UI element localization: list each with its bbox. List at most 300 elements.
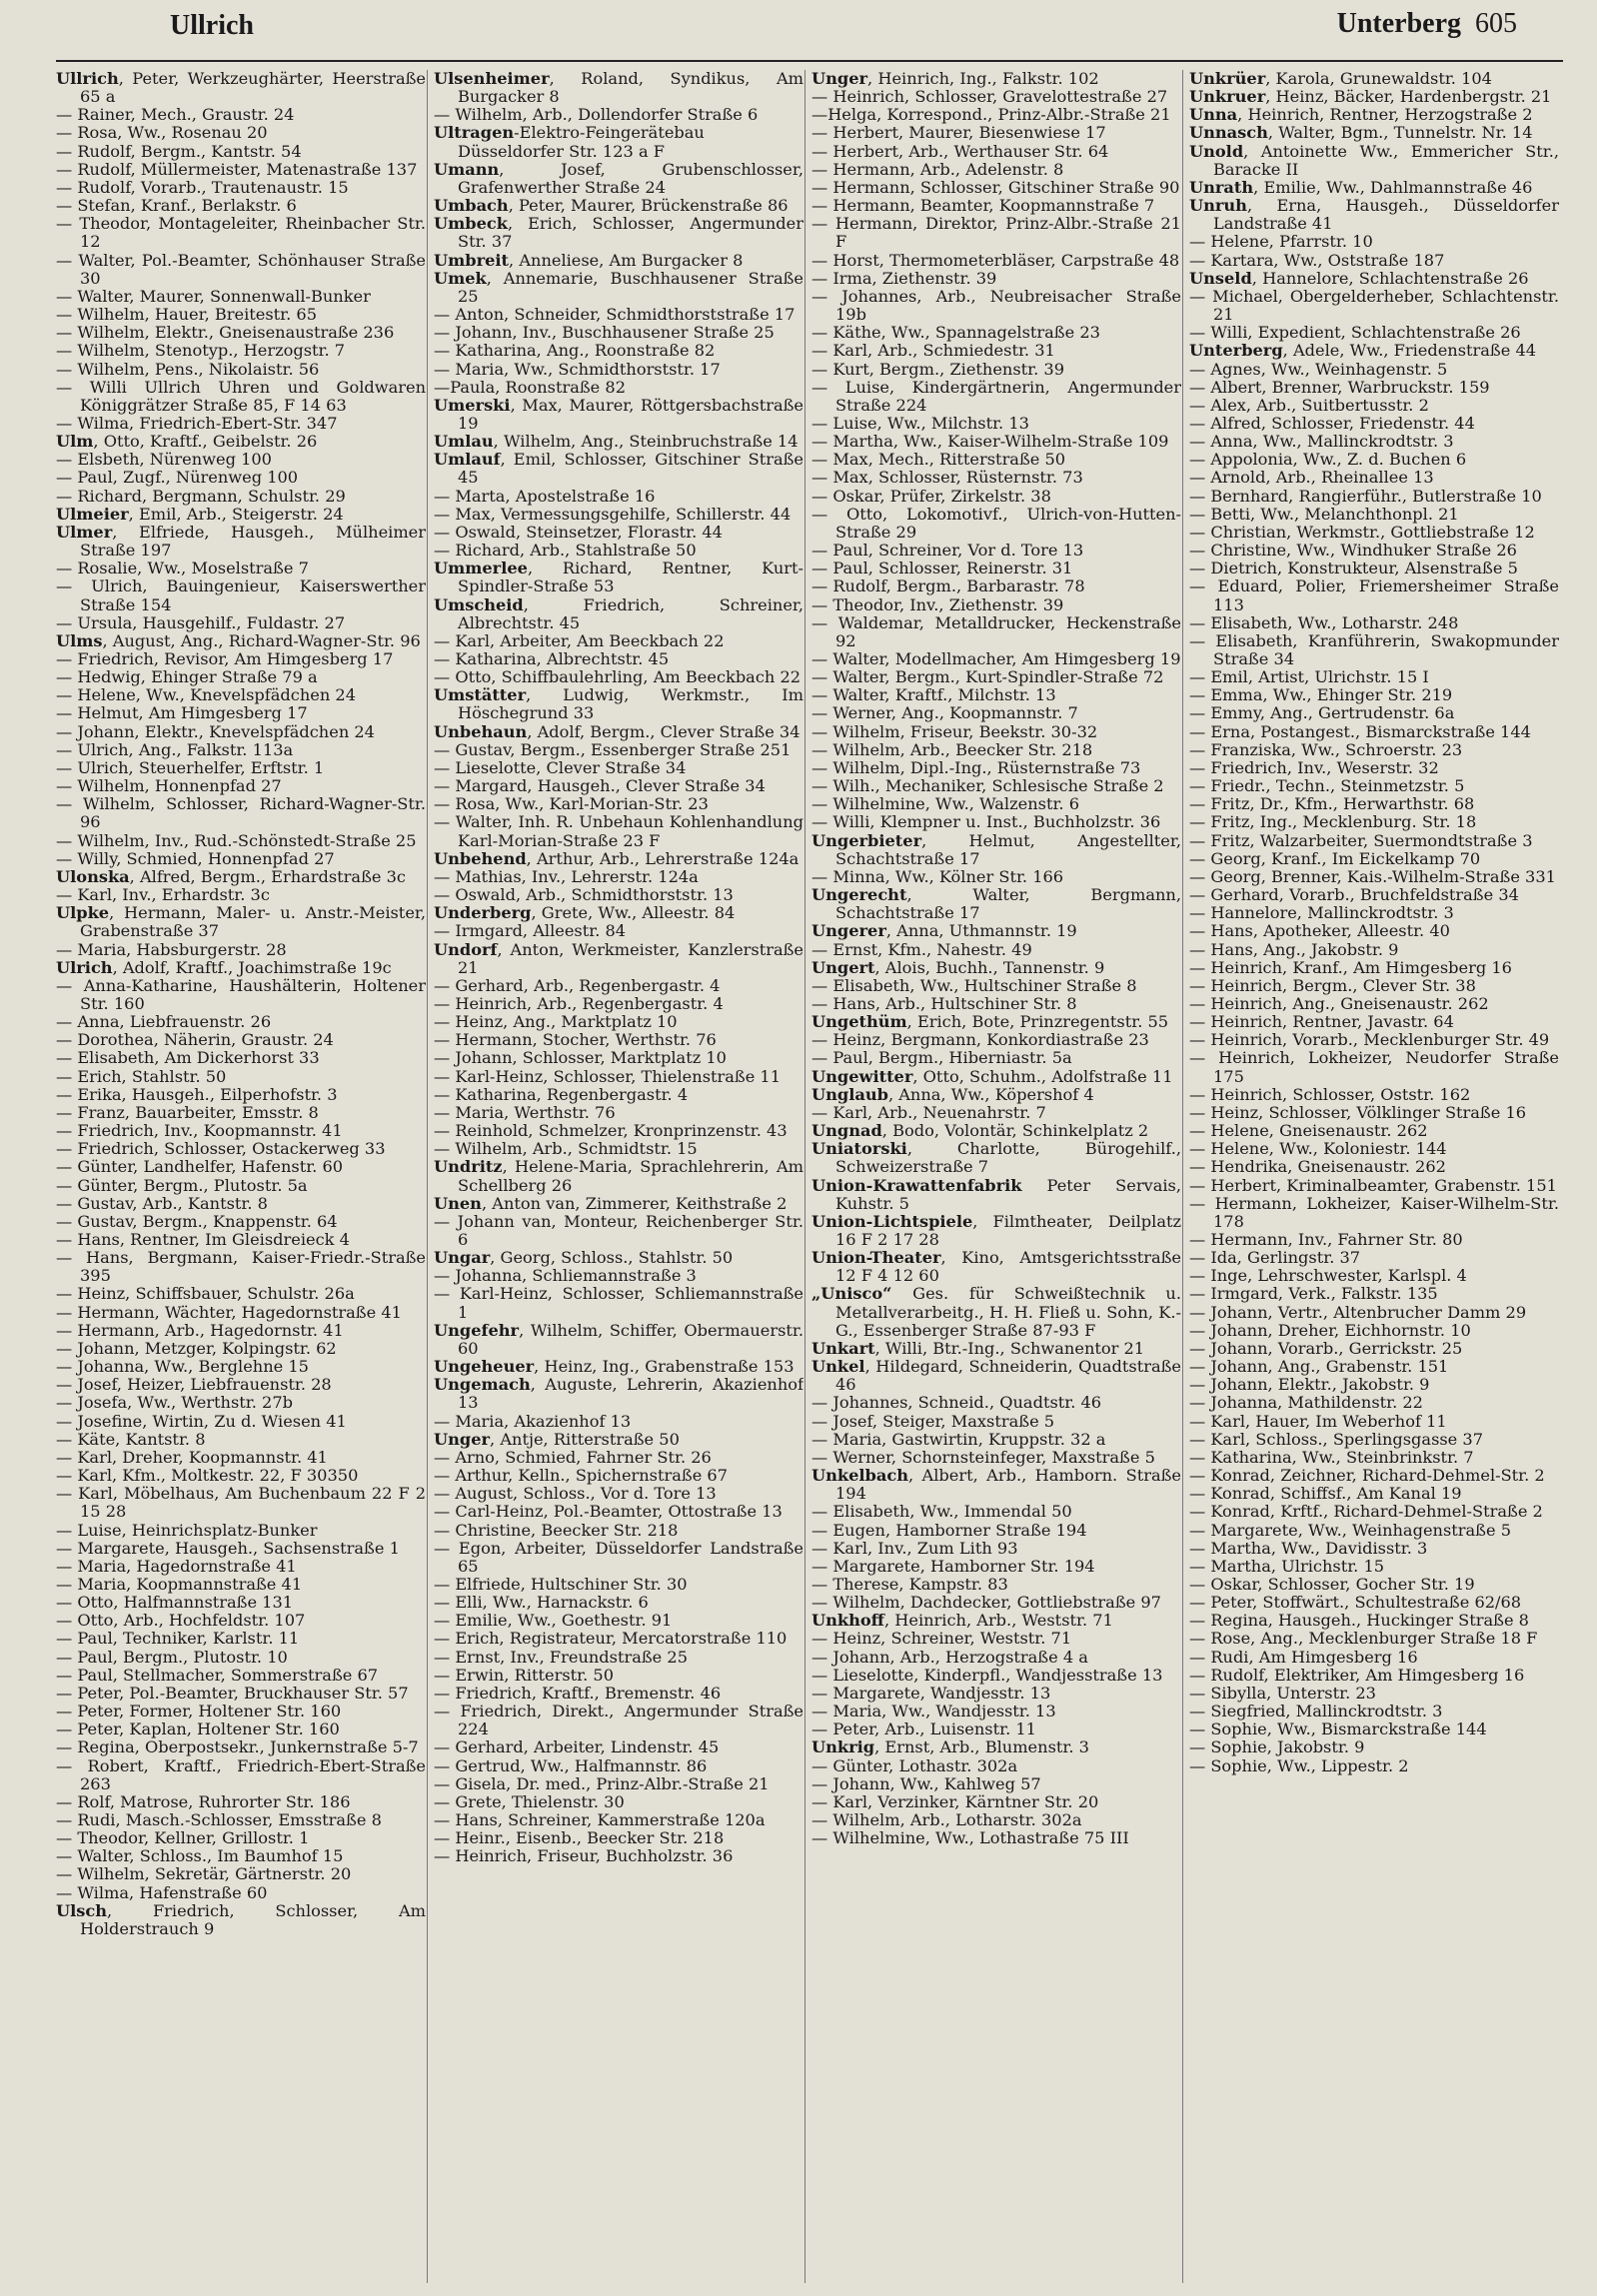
directory-entry: — Wilhelm, Dipl.-Ing., Rüsternstraße 73 [811, 757, 1141, 777]
directory-entry: — Johannes, Arb., Neubreisacher Straße 19b [811, 286, 1181, 325]
directory-entry: — Katharina, Regenbergastr. 4 [434, 1084, 689, 1104]
header-last-name: Unterberg [1336, 8, 1461, 39]
directory-entry: Ulmer, Elfriede, Hausgeh., Mülheimer Straße 197 [56, 522, 426, 561]
directory-entry: Ungerer, Anna, Uthmannstr. 19 [811, 921, 1077, 941]
directory-entry: — Johanna, Ww., Berglehne 15 [56, 1357, 309, 1377]
directory-entry: — Paul, Stellmacher, Sommerstraße 67 [56, 1665, 379, 1685]
directory-entry: — Hermann, Direktor, Prinz-Albr.-Straße 21 F [811, 214, 1181, 252]
directory-entry: — Max, Schlosser, Rüsternstr. 73 [811, 468, 1083, 488]
directory-entry: — Fritz, Ing., Mecklenburg. Str. 18 [1189, 812, 1477, 832]
directory-entry: — Heinr., Eisenb., Beecker Str. 218 [434, 1828, 725, 1848]
directory-entry: — Johann, Inv., Buschhausener Straße 25 [434, 323, 775, 343]
directory-entry: — Gerhard, Vorarb., Bruchfeldstraße 34 [1189, 885, 1519, 905]
directory-entry: Ulmeier, Emil, Arb., Steigerstr. 24 [56, 504, 344, 524]
directory-entry: — Paul, Schlosser, Reinerstr. 31 [811, 559, 1073, 578]
directory-entry: — Walter, Bergm., Kurt-Spindler-Straße 72 [811, 667, 1164, 687]
column-4 [1189, 70, 1559, 2283]
directory-entry: — Maria, Akazienhof 13 [434, 1411, 632, 1431]
directory-entry: — Heinz, Schiffsbauer, Schulstr. 26a [56, 1284, 355, 1304]
directory-entry: Ungert, Alois, Buchh., Tannenstr. 9 [811, 957, 1105, 977]
directory-entry: — Hendrika, Gneisenaustr. 262 [1189, 1157, 1446, 1177]
directory-entry: — Ulrich, Ang., Falkstr. 113a [56, 739, 294, 759]
directory-entry: — Stefan, Kranf., Berlakstr. 6 [56, 196, 297, 216]
directory-entry: — Johann, Elektr., Knevelspfädchen 24 [56, 721, 375, 741]
directory-entry: — Helene, Ww., Knevelspfädchen 24 [56, 685, 357, 705]
directory-entry: —Helga, Korrespond., Prinz-Albr.-Straße 21 [811, 105, 1171, 125]
directory-entry: — Erwin, Ritterstr. 50 [434, 1665, 614, 1685]
directory-entry: — Josefine, Wirtin, Zu d. Wiesen 41 [56, 1411, 347, 1431]
directory-entry: —Paula, Roonstraße 82 [434, 377, 626, 397]
directory-entry: — Irmgard, Alleestr. 84 [434, 921, 627, 941]
column-2 [434, 70, 803, 2283]
directory-entry: Unbehaun, Adolf, Bergm., Clever Straße 34 [434, 721, 800, 741]
directory-entry: — Walter, Kraftf., Milchstr. 13 [811, 685, 1056, 705]
directory-entry: — Anna, Liebfrauenstr. 26 [56, 1012, 272, 1032]
directory-entry: — Wilh., Mechaniker, Schlesische Straße 2 [811, 776, 1164, 796]
directory-entry: Umlau, Wilhelm, Ang., Steinbruchstraße 14 [434, 432, 798, 452]
directory-entry: — Kurt, Bergm., Ziethenstr. 39 [811, 359, 1064, 379]
column-divider [427, 70, 428, 2283]
directory-entry: — Josef, Heizer, Liebfrauenstr. 28 [56, 1375, 332, 1395]
directory-entry: — Gustav, Arb., Kantstr. 8 [56, 1193, 268, 1213]
directory-entry: — Oswald, Arb., Schmidthorststr. 13 [434, 885, 734, 905]
directory-entry: — Irma, Ziethenstr. 39 [811, 268, 997, 288]
directory-entry: Underberg, Grete, Ww., Alleestr. 84 [434, 903, 736, 923]
directory-entry: — Margarete, Ww., Weinhagenstraße 5 [1189, 1520, 1511, 1540]
directory-entry: — Johannes, Schneid., Quadtstr. 46 [811, 1393, 1102, 1413]
directory-entry: — Michael, Obergelderheber, Schlachtenstr. 21 [1189, 286, 1559, 325]
directory-entry: Unbehend, Arthur, Arb., Lehrerstraße 124a [434, 848, 799, 868]
directory-entry: — Johann, Ang., Grabenstr. 151 [1189, 1357, 1449, 1377]
directory-entry: — Hermann, Inv., Fahrner Str. 80 [1189, 1230, 1463, 1249]
directory-entry: — Friedr., Techn., Steinmetzstr. 5 [1189, 776, 1465, 796]
header-last-name-group [1337, 8, 1517, 40]
directory-entry: Union-Lichtspiele, Filmtheater, Deilplatz 16 F 2 17 28 [811, 1211, 1181, 1249]
directory-entry: Unkrig, Ernst, Arb., Blumenstr. 3 [811, 1737, 1089, 1757]
directory-entry: Unna, Heinrich, Rentner, Herzogstraße 2 [1189, 105, 1533, 125]
directory-entry: Unger, Antje, Ritterstraße 50 [434, 1429, 680, 1449]
directory-entry: — Willi, Klempner u. Inst., Buchholzstr. 36 [811, 812, 1161, 832]
directory-entry: — Karl, Schloss., Sperlingsgasse 37 [1189, 1429, 1484, 1449]
directory-entry: — Willi, Expedient, Schlachtenstraße 26 [1189, 323, 1521, 343]
directory-entry: — Karl, Arb., Schmiedestr. 31 [811, 341, 1055, 361]
directory-entry: — Ulrich, Bauingenieur, Kaiserswerther Straße 154 [56, 576, 426, 614]
directory-entry: — Arno, Schmied, Fahrner Str. 26 [434, 1447, 712, 1467]
directory-entry: — Maria, Ww., Schmidthorststr. 17 [434, 359, 721, 379]
directory-entry: Ulm, Otto, Kraftf., Geibelstr. 26 [56, 432, 318, 452]
directory-entry: Unruh, Erna, Hausgeh., Düsseldorfer Landstraße 41 [1189, 196, 1559, 234]
directory-entry: — Ursula, Hausgehilf., Fuldastr. 27 [56, 612, 346, 632]
directory-entry: — Karl-Heinz, Schlosser, Schliemannstraße 1 [434, 1284, 803, 1322]
directory-entry: Ulsch, Friedrich, Schlosser, Am Holderstrauch 9 [56, 1900, 426, 1938]
directory-entry: — Gustav, Bergm., Knappenstr. 64 [56, 1211, 338, 1231]
directory-entry: — Walter, Schloss., Im Baumhof 15 [56, 1846, 344, 1866]
directory-entry: Undritz, Helene-Maria, Sprachlehrerin, Am Schellberg 26 [434, 1157, 803, 1195]
directory-entry: Ullrich, Peter, Werkzeughärter, Heerstraße 65 a [56, 70, 426, 107]
directory-entry: — Eugen, Hamborner Straße 194 [811, 1520, 1087, 1540]
directory-entry: — Werner, Schornsteinfeger, Maxstraße 5 [811, 1447, 1155, 1467]
directory-entry: — Konrad, Zeichner, Richard-Dehmel-Str. 2 [1189, 1466, 1545, 1486]
directory-entry: — Wilhelm, Arb., Schmidtstr. 15 [434, 1139, 698, 1159]
directory-entry: — Christian, Werkmstr., Gottliebstraße 12 [1189, 522, 1535, 542]
directory-entry: — Paul, Techniker, Karlstr. 11 [56, 1629, 300, 1649]
directory-entry: — Georg, Brenner, Kais.-Wilhelm-Straße 331 [1189, 866, 1556, 886]
directory-entry: — Emmy, Ang., Gertrudenstr. 6a [1189, 703, 1455, 723]
directory-entry: — Wilhelmine, Ww., Lothastraße 75 III [811, 1828, 1129, 1848]
directory-entry: — Hermann, Arb., Adelenstr. 8 [811, 159, 1064, 179]
directory-entry: — Johann, Vertr., Altenbrucher Damm 29 [1189, 1302, 1527, 1322]
directory-entry: — Hannelore, Mallinckrodtstr. 3 [1189, 903, 1454, 923]
directory-entry: — Otto, Lokomotivf., Ulrich-von-Hutten-Straße 29 [811, 504, 1181, 542]
directory-entry: — Wilhelm, Arb., Beecker Str. 218 [811, 739, 1093, 759]
directory-entry: — Käte, Kantstr. 8 [56, 1429, 206, 1449]
directory-entry: — Elfriede, Hultschiner Str. 30 [434, 1574, 688, 1594]
directory-entry: — Friedrich, Kraftf., Bremenstr. 46 [434, 1683, 722, 1703]
directory-entry: — Rudolf, Müllermeister, Matenastraße 137 [56, 159, 418, 179]
directory-entry: — Elisabeth, Ww., Immendal 50 [811, 1502, 1072, 1522]
directory-entry: Umstätter, Ludwig, Werkmstr., Im Höschegrund 33 [434, 685, 803, 723]
directory-entry: — Anna, Ww., Mallinckrodtstr. 3 [1189, 432, 1454, 452]
directory-entry: — Ernst, Kfm., Nahestr. 49 [811, 939, 1032, 959]
directory-entry: — Heinz, Schlosser, Völklinger Straße 16 [1189, 1102, 1527, 1122]
directory-entry: Ulonska, Alfred, Bergm., Erhardstraße 3c [56, 866, 406, 886]
directory-entry: — Wilma, Friedrich-Ebert-Str. 347 [56, 413, 338, 433]
directory-entry: — Margarete, Hamborner Str. 194 [811, 1556, 1095, 1576]
column-divider [804, 70, 805, 2283]
directory-entry: — Johann van, Monteur, Reichenberger Str. 6 [434, 1211, 803, 1249]
directory-entry: — Margard, Hausgeh., Clever Straße 34 [434, 776, 766, 796]
directory-entry: — Ida, Gerlingstr. 37 [1189, 1248, 1361, 1268]
directory-entry: — Walter, Inh. R. Unbehaun Kohlenhandlung Karl-Morian-Straße 23 F [434, 812, 803, 850]
directory-entry: — Betti, Ww., Melanchthonpl. 21 [1189, 504, 1459, 524]
directory-entry: — Kartara, Ww., Oststraße 187 [1189, 250, 1445, 270]
directory-entry: — Luise, Ww., Milchstr. 13 [811, 413, 1029, 433]
directory-entry: — Erich, Registrateur, Mercatorstraße 110 [434, 1629, 788, 1649]
directory-entry: — Grete, Thielenstr. 30 [434, 1791, 625, 1811]
directory-entry: — Elisabeth, Ww., Lotharstr. 248 [1189, 612, 1459, 632]
directory-entry: — Peter, Former, Holtener Str. 160 [56, 1702, 342, 1722]
directory-entry: — Bernhard, Rangierführ., Butlerstraße 10 [1189, 486, 1542, 506]
directory-entry: Unkhoff, Heinrich, Arb., Weststr. 71 [811, 1611, 1113, 1631]
directory-entry: — Wilhelm, Arb., Dollendorfer Straße 6 [434, 105, 759, 125]
directory-entry: — Walter, Maurer, Sonnenwall-Bunker [56, 286, 371, 306]
directory-entry: — Werner, Ang., Koopmannstr. 7 [811, 703, 1078, 723]
directory-entry: — Hans, Rentner, Im Gleisdreieck 4 [56, 1230, 350, 1249]
directory-entry: — Johann, Ww., Kahlweg 57 [811, 1773, 1041, 1793]
directory-entry: Unold, Antoinette Ww., Emmericher Str., Baracke II [1189, 141, 1559, 179]
directory-entry: — Alex, Arb., Suitbertusstr. 2 [1189, 395, 1429, 415]
directory-entry: — Ulrich, Steuerhelfer, Erftstr. 1 [56, 757, 325, 777]
directory-entry: — Martha, Ww., Davidisstr. 3 [1189, 1538, 1428, 1558]
directory-entry: — Hermann, Arb., Hagedornstr. 41 [56, 1320, 344, 1340]
directory-entry: — Johann, Dreher, Eichhornstr. 10 [1189, 1320, 1471, 1340]
directory-entry: — Wilhelm, Arb., Lotharstr. 302a [811, 1810, 1082, 1829]
directory-entry: Ulrich, Adolf, Kraftf., Joachimstraße 19c [56, 957, 392, 977]
directory-entry: — Maria, Werthstr. 76 [434, 1102, 616, 1122]
directory-entry: Unrath, Emilie, Ww., Dahlmannstraße 46 [1189, 177, 1533, 197]
directory-entry: Ulsenheimer, Roland, Syndikus, Am Burgacker 8 [434, 70, 803, 107]
directory-entry: — Wilhelm, Pens., Nikolaistr. 56 [56, 359, 320, 379]
directory-entry: Union-Krawattenfabrik Peter Servais, Kuhstr. 5 [811, 1175, 1181, 1213]
directory-entry: — Wilhelm, Schlosser, Richard-Wagner-Str. 96 [56, 794, 426, 832]
directory-entry: — Karl-Heinz, Schlosser, Thielenstraße 11 [434, 1066, 782, 1086]
directory-entry: — Gertrud, Ww., Halfmannstr. 86 [434, 1755, 708, 1775]
directory-entry: — Gerhard, Arb., Regenbergastr. 4 [434, 975, 721, 995]
directory-entry: — Karl, Inv., Erhardstr. 3c [56, 885, 270, 905]
directory-entry: — Max, Vermessungsgehilfe, Schillerstr. 44 [434, 504, 792, 524]
directory-entry: — Johann, Elektr., Jakobstr. 9 [1189, 1375, 1430, 1395]
directory-entry: — Johann, Schlosser, Marktplatz 10 [434, 1048, 727, 1068]
directory-entry: — Johann, Arb., Herzogstraße 4 a [811, 1647, 1088, 1667]
directory-entry: — Wilhelm, Friseur, Beekstr. 30-32 [811, 721, 1098, 741]
directory-entry: — Rosa, Ww., Rosenau 20 [56, 123, 268, 143]
directory-entry: — Hans, Schreiner, Kammerstraße 120a [434, 1810, 766, 1829]
directory-entry: — Karl, Verzinker, Kärntner Str. 20 [811, 1791, 1099, 1811]
directory-entry: Umbach, Peter, Maurer, Brückenstraße 86 [434, 196, 789, 216]
directory-entry: — Walter, Pol.-Beamter, Schönhauser Straße 30 [56, 250, 426, 288]
directory-entry: — Konrad, Krftf., Richard-Dehmel-Straße 2 [1189, 1502, 1543, 1522]
directory-entry: — Wilhelmine, Ww., Walzenstr. 6 [811, 794, 1080, 814]
directory-entry: Umlauf, Emil, Schlosser, Gitschiner Straße 45 [434, 450, 803, 488]
directory-entry: — Fritz, Dr., Kfm., Herwarthstr. 68 [1189, 794, 1475, 814]
column-3 [811, 70, 1181, 2283]
directory-entry: Unkrüer, Karola, Grunewaldstr. 104 [1189, 70, 1492, 88]
directory-entry: — Max, Mech., Ritterstraße 50 [811, 450, 1066, 470]
directory-entry: Ulms, August, Ang., Richard-Wagner-Str. 96 [56, 630, 421, 650]
directory-entry: — Friedrich, Direkt., Angermunder Straße 224 [434, 1702, 803, 1739]
directory-entry: — Lieselotte, Clever Straße 34 [434, 757, 687, 777]
directory-entry: — Dorothea, Näherin, Graustr. 24 [56, 1030, 334, 1050]
header-first-name: Ullrich [170, 10, 254, 41]
directory-entry: — Karl, Inv., Zum Lith 93 [811, 1538, 1018, 1558]
directory-entry: — Peter, Pol.-Beamter, Bruckhauser Str. 57 [56, 1683, 409, 1703]
directory-entry: — Maria, Ww., Wandjesstr. 13 [811, 1702, 1056, 1722]
directory-entry: — Wilhelm, Dachdecker, Gottliebstraße 97 [811, 1593, 1161, 1613]
directory-entry: Umbeck, Erich, Schlosser, Angermunder Str. 37 [434, 214, 803, 252]
directory-entry: — Käthe, Ww., Spannagelstraße 23 [811, 323, 1100, 343]
directory-entry: Umscheid, Friedrich, Schreiner, Albrechtstr. 45 [434, 594, 803, 632]
directory-entry: Uniatorski, Charlotte, Bürogehilf., Schweizerstraße 7 [811, 1139, 1181, 1177]
directory-entry: — Rainer, Mech., Graustr. 24 [56, 105, 295, 125]
directory-entry: — Sibylla, Unterstr. 23 [1189, 1683, 1376, 1703]
directory-entry: — Richard, Arb., Stahlstraße 50 [434, 541, 697, 561]
directory-entry: — Wilhelm, Hauer, Breitestr. 65 [56, 305, 318, 325]
directory-entry: Ulpke, Hermann, Maler- u. Anstr.-Meister, Grabenstraße 37 [56, 903, 426, 941]
directory-entry: — Hermann, Wächter, Hagedornstraße 41 [56, 1302, 402, 1322]
directory-entry: — Martha, Ww., Kaiser-Wilhelm-Straße 109 [811, 432, 1169, 452]
directory-entry: — Heinrich, Schlosser, Gravelottestraße 27 [811, 87, 1168, 107]
directory-entry: Unen, Anton van, Zimmerer, Keithstraße 2 [434, 1193, 788, 1213]
directory-entry: — Günter, Landhelfer, Hafenstr. 60 [56, 1157, 344, 1177]
directory-entry: — Oswald, Steinsetzer, Florastr. 44 [434, 522, 723, 542]
directory-entry: — Luise, Heinrichsplatz-Bunker [56, 1520, 318, 1540]
directory-entry: — Dietrich, Konstrukteur, Alsenstraße 5 [1189, 559, 1518, 578]
directory-entry: Unkel, Hildegard, Schneiderin, Quadtstraße 46 [811, 1357, 1181, 1395]
directory-entry: Umek, Annemarie, Buschhausener Straße 25 [434, 268, 803, 306]
directory-entry: Ungethüm, Erich, Bote, Prinzregentstr. 55 [811, 1012, 1169, 1032]
directory-entry: — Paul, Bergm., Hiberniastr. 5a [811, 1048, 1072, 1068]
directory-entry: — Therese, Kampstr. 83 [811, 1574, 1008, 1594]
directory-entry: — Heinz, Schreiner, Weststr. 71 [811, 1629, 1072, 1649]
directory-entry: — Waldemar, Metalldrucker, Heckenstraße 92 [811, 612, 1181, 650]
directory-entry: — Karl, Hauer, Im Weberhof 11 [1189, 1411, 1447, 1431]
directory-entry: — Konrad, Schiffsf., Am Kanal 19 [1189, 1484, 1462, 1504]
directory-entry: — Maria, Habsburgerstr. 28 [56, 939, 287, 959]
directory-entry: — Siegfried, Mallinckrodtstr. 3 [1189, 1702, 1443, 1722]
directory-entry: — Heinrich, Rentner, Javastr. 64 [1189, 1012, 1454, 1032]
directory-entry: — Franziska, Ww., Schroerstr. 23 [1189, 739, 1463, 759]
directory-entry: — Emil, Artist, Ulrichstr. 15 I [1189, 667, 1429, 687]
directory-entry: Ummerlee, Richard, Rentner, Kurt-Spindler-Straße 53 [434, 559, 803, 596]
directory-entry: — Sophie, Ww., Bismarckstraße 144 [1189, 1720, 1487, 1739]
directory-entry: — Paul, Bergm., Plutostr. 10 [56, 1647, 288, 1667]
directory-entry: — Theodor, Montageleiter, Rheinbacher Str. 12 [56, 214, 426, 252]
directory-entry: Unkart, Willi, Btr.-Ing., Schwanentor 21 [811, 1338, 1145, 1358]
directory-entry: — Luise, Kindergärtnerin, Angermunder Straße 224 [811, 377, 1181, 415]
directory-entry: — Christine, Beecker Str. 218 [434, 1520, 679, 1540]
directory-entry: — Willy, Schmied, Honnenpfad 27 [56, 848, 335, 868]
directory-entry: — Peter, Arb., Luisenstr. 11 [811, 1720, 1036, 1739]
directory-entry: — Rudi, Masch.-Schlosser, Emsstraße 8 [56, 1810, 382, 1829]
directory-entry: — Rolf, Matrose, Ruhrorter Str. 186 [56, 1791, 351, 1811]
directory-entry: — Margarete, Wandjesstr. 13 [811, 1683, 1051, 1703]
directory-entry: — Hans, Arb., Hultschiner Str. 8 [811, 993, 1077, 1013]
directory-entry: Unseld, Hannelore, Schlachtenstraße 26 [1189, 268, 1529, 288]
directory-entry: — Albert, Brenner, Warbruckstr. 159 [1189, 377, 1490, 397]
page-header [0, 0, 1597, 62]
column-divider [1182, 70, 1183, 2283]
directory-entry: — Fritz, Walzarbeiter, Suermondtstraße 3 [1189, 830, 1533, 850]
directory-entry: — Rudolf, Bergm., Barbarastr. 78 [811, 576, 1085, 596]
directory-entry: — Elisabeth, Ww., Hultschiner Straße 8 [811, 975, 1137, 995]
directory-entry: — Erika, Hausgeh., Eilperhofstr. 3 [56, 1084, 338, 1104]
directory-entry: — Katharina, Albrechtstr. 45 [434, 649, 670, 668]
directory-entry: — Erna, Postangest., Bismarckstraße 144 [1189, 721, 1531, 741]
directory-entry: — Ernst, Inv., Freundstraße 25 [434, 1647, 688, 1667]
directory-entry: — Gisela, Dr. med., Prinz-Albr.-Straße 21 [434, 1773, 770, 1793]
directory-entry: — Karl, Dreher, Koopmannstr. 41 [56, 1447, 328, 1467]
directory-entry: — Anna-Katharine, Haushälterin, Holtener Str. 160 [56, 975, 426, 1013]
directory-entry: — August, Schloss., Vor d. Tore 13 [434, 1484, 717, 1504]
directory-entry: Ungemach, Auguste, Lehrerin, Akazienhof 13 [434, 1375, 803, 1413]
directory-entry: — Minna, Ww., Kölner Str. 166 [811, 866, 1064, 886]
directory-entry: — Hermann, Beamter, Koopmannstraße 7 [811, 196, 1155, 216]
directory-entry: — Egon, Arbeiter, Düsseldorfer Landstraße 65 [434, 1538, 803, 1576]
directory-entry: — Helmut, Am Himgesberg 17 [56, 703, 308, 723]
directory-entry: — Hans, Apotheker, Alleestr. 40 [1189, 921, 1450, 941]
directory-entry: — Carl-Heinz, Pol.-Beamter, Ottostraße 13 [434, 1502, 783, 1522]
directory-entry: Unnasch, Walter, Bgm., Tunnelstr. Nr. 14 [1189, 123, 1533, 143]
directory-entry: — Johann, Vorarb., Gerrickstr. 25 [1189, 1338, 1463, 1358]
directory-entry: — Karl, Kfm., Moltkestr. 22, F 30350 [56, 1466, 359, 1486]
directory-entry: — Erich, Stahlstr. 50 [56, 1066, 227, 1086]
directory-entry: — Rudolf, Bergm., Kantstr. 54 [56, 141, 302, 161]
directory-entry: Ungnad, Bodo, Volontär, Schinkelplatz 2 [811, 1121, 1149, 1141]
directory-entry: — Hermann, Stocher, Werthstr. 76 [434, 1030, 717, 1050]
directory-entry: Ungewitter, Otto, Schuhm., Adolfstraße 11 [811, 1066, 1173, 1086]
directory-entry: Ungefehr, Wilhelm, Schiffer, Obermauerstr. 60 [434, 1320, 803, 1358]
directory-entry: — Karl, Arb., Neuenahrstr. 7 [811, 1102, 1046, 1122]
directory-entry: — Otto, Halfmannstraße 131 [56, 1593, 294, 1613]
directory-entry: — Heinrich, Arb., Regenbergastr. 4 [434, 993, 724, 1013]
directory-entry: — Heinrich, Lokheizer, Neudorfer Straße 175 [1189, 1048, 1559, 1086]
directory-entry: — Agnes, Ww., Weinhagenstr. 5 [1189, 359, 1448, 379]
directory-entry: — Herbert, Arb., Werthauser Str. 64 [811, 141, 1109, 161]
directory-entry: — Irmgard, Verk., Falkstr. 135 [1189, 1284, 1438, 1304]
directory-entry: — Walter, Modellmacher, Am Himgesberg 19 [811, 649, 1181, 668]
directory-entry: Umerski, Max, Maurer, Röttgersbachstraße 19 [434, 395, 803, 433]
directory-entry: — Inge, Lehrschwester, Karlspl. 4 [1189, 1266, 1467, 1286]
directory-entry: — Karl, Möbelhaus, Am Buchenbaum 22 F 2 15 28 [56, 1484, 426, 1522]
directory-entry: Umbreit, Anneliese, Am Burgacker 8 [434, 250, 744, 270]
directory-entry: — Friedrich, Inv., Weserstr. 32 [1189, 757, 1439, 777]
directory-entry: — Marta, Apostelstraße 16 [434, 486, 656, 506]
directory-entry: — Heinrich, Bergm., Clever Str. 38 [1189, 975, 1476, 995]
directory-entry: — Gustav, Bergm., Essenberger Straße 251 [434, 739, 792, 759]
directory-entry: — Regina, Oberpostsekr., Junkernstraße 5-7 [56, 1737, 419, 1757]
directory-entry: — Johanna, Mathildenstr. 22 [1189, 1393, 1423, 1413]
directory-entry: — Rudi, Am Himgesberg 16 [1189, 1647, 1418, 1667]
directory-entry: — Peter, Stoffwärt., Schultestraße 62/68 [1189, 1593, 1522, 1613]
directory-entry: — Heinrich, Kranf., Am Himgesberg 16 [1189, 957, 1512, 977]
directory-entry: — Elisabeth, Am Dickerhorst 33 [56, 1048, 320, 1068]
directory-entry: — Hermann, Schlosser, Gitschiner Straße 90 [811, 177, 1180, 197]
directory-entry: — Herbert, Kriminalbeamter, Grabenstr. 151 [1189, 1175, 1557, 1195]
directory-entry: — Reinhold, Schmelzer, Kronprinzenstr. 43 [434, 1121, 788, 1141]
directory-entry: — Otto, Schiffbaulehrling, Am Beeckbach 22 [434, 667, 801, 687]
directory-entry: — Paul, Zugf., Nürenweg 100 [56, 468, 299, 488]
directory-entry: — Christine, Ww., Windhuker Straße 26 [1189, 541, 1517, 561]
directory-entry: — Horst, Thermometerbläser, Carpstraße 48 [811, 250, 1180, 270]
directory-entry: — Karl, Arbeiter, Am Beeckbach 22 [434, 630, 725, 650]
directory-entry: — Rudolf, Elektriker, Am Himgesberg 16 [1189, 1665, 1525, 1685]
directory-entry: — Heinrich, Friseur, Buchholzstr. 36 [434, 1846, 734, 1866]
directory-entry: — Lieselotte, Kinderpfl., Wandjesstraße 13 [811, 1665, 1163, 1685]
directory-entry: Union-Theater, Kino, Amtsgerichtsstraße 12 F 4 12 60 [811, 1248, 1181, 1286]
directory-entry: — Heinrich, Schlosser, Oststr. 162 [1189, 1084, 1471, 1104]
directory-entry: — Helene, Pfarrstr. 10 [1189, 232, 1373, 252]
column-1 [56, 70, 426, 2283]
directory-entry: — Regina, Hausgeh., Huckinger Straße 8 [1189, 1611, 1529, 1631]
directory-entry: — Alfred, Schlosser, Friedenstr. 44 [1189, 413, 1475, 433]
directory-entry: — Peter, Kaplan, Holtener Str. 160 [56, 1720, 340, 1739]
directory-entry: — Katharina, Ww., Steinbrinkstr. 7 [1189, 1447, 1474, 1467]
directory-entry: — Rose, Ang., Mecklenburger Straße 18 F [1189, 1629, 1538, 1649]
directory-entry: — Helene, Gneisenaustr. 262 [1189, 1121, 1428, 1141]
directory-entry: Unger, Heinrich, Ing., Falkstr. 102 [811, 70, 1099, 88]
directory-entry: „Unisco“ Ges. für Schweißtechnik u. Metallverarbeitg., H. H. Fließ u. Sohn, K.-G., Essenberger Straße 87-93 F [811, 1284, 1181, 1340]
directory-entry: — Elisabeth, Kranführerin, Swakopmunder Straße 34 [1189, 630, 1559, 668]
directory-entry: — Wilhelm, Honnenpfad 27 [56, 776, 282, 796]
page-number: 605 [1475, 8, 1517, 39]
header-rule [56, 60, 1563, 62]
directory-entry: — Maria, Koopmannstraße 41 [56, 1574, 303, 1594]
directory-entry: — Rosalie, Ww., Moselstraße 7 [56, 559, 309, 578]
directory-entry: — Heinrich, Ang., Gneisenaustr. 262 [1189, 993, 1489, 1013]
directory-entry: — Oskar, Schlosser, Gocher Str. 19 [1189, 1574, 1475, 1594]
directory-entry: — Martha, Ulrichstr. 15 [1189, 1556, 1385, 1576]
directory-entry: — Johanna, Schliemannstraße 3 [434, 1266, 697, 1286]
directory-entry: — Wilhelm, Stenotyp., Herzogstr. 7 [56, 341, 346, 361]
directory-entry: — Wilhelm, Elektr., Gneisenaustraße 236 [56, 323, 395, 343]
directory-entry: Undorf, Anton, Werkmeister, Kanzlerstraße 21 [434, 939, 803, 977]
directory-entry: — Richard, Bergmann, Schulstr. 29 [56, 486, 346, 506]
directory-entry: — Arnold, Arb., Rheinallee 13 [1189, 468, 1434, 488]
directory-entry: — Elli, Ww., Harnackstr. 6 [434, 1593, 649, 1613]
directory-entry: — Friedrich, Schlosser, Ostackerweg 33 [56, 1139, 386, 1159]
directory-entry: — Wilhelm, Inv., Rud.-Schönstedt-Straße 25 [56, 830, 417, 850]
directory-entry: — Robert, Kraftf., Friedrich-Ebert-Straße 263 [56, 1755, 426, 1793]
